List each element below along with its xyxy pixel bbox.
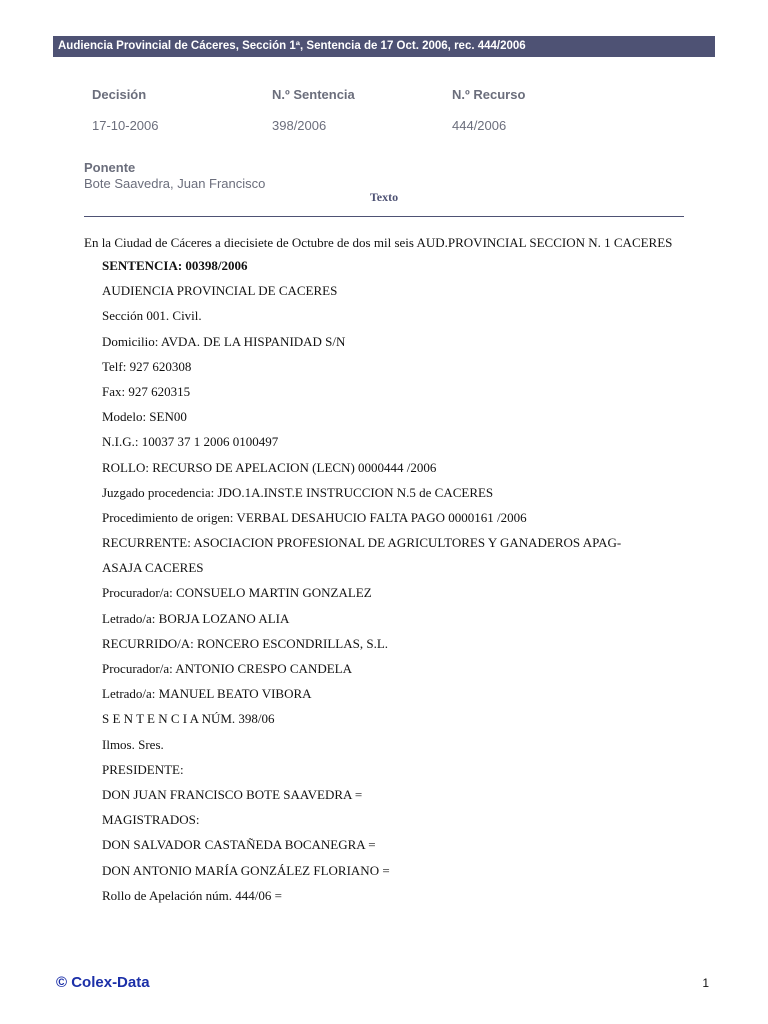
text-line: PRESIDENTE: [102,761,184,777]
intro-paragraph: En la Ciudad de Cáceres a diecisiete de Octubre de dos mil seis AUD.PROVINCIAL SECCION N. 1 CACERES [84,235,673,250]
recurso-number: 444/2006 [452,118,507,133]
text-line: Fax: 927 620315 [102,383,191,399]
texto-heading: Texto [369,190,399,204]
text-line: Domicilio: AVDA. DE LA HISPANIDAD S/N [102,333,346,349]
text-line: Ilmos. Sres. [102,736,164,752]
text-line: DON JUAN FRANCISCO BOTE SAAVEDRA = [102,786,363,802]
text-line: ROLLO: RECURSO DE APELACION (LECN) 0000444 /2006 [102,459,437,475]
text-line: RECURRIDO/A: RONCERO ESCONDRILLAS, S.L. [102,635,389,651]
decision-label: Decisión [92,87,147,102]
page-number: 1 [702,976,709,990]
colex-data-brand: © Colex-Data [56,974,150,991]
text-line: Letrado/a: MANUEL BEATO VIBORA [102,686,312,702]
section-divider [84,216,684,217]
ponente-name: Bote Saavedra, Juan Francisco [84,176,266,191]
ruling-lines [84,253,684,908]
text-line: Sección 001. Civil. [102,308,202,324]
text-line: DON ANTONIO MARÍA GONZÁLEZ FLORIANO = [102,862,390,878]
text-line: ASAJA CACERES [102,560,204,576]
text-line: Modelo: SEN00 [102,409,187,425]
text-line: Telf: 927 620308 [102,358,192,374]
text-line: Rollo de Apelación núm. 444/06 = [102,887,282,903]
text-line: AUDIENCIA PROVINCIAL DE CACERES [102,283,338,299]
ruling-body [84,235,684,908]
sentencia-number: 398/2006 [272,118,327,133]
text-line: Procurador/a: ANTONIO CRESPO CANDELA [102,661,352,676]
text-line: S E N T E N C I A NÚM. 398/06 [102,711,275,727]
recurso-number-label: N.º Recurso [452,87,526,102]
text-line: Juzgado procedencia: JDO.1A.INST.E INSTRUCCION N.5 de CACERES [102,484,494,500]
text-line: RECURRENTE: ASOCIACION PROFESIONAL DE AGRICULTORES Y GANADEROS APAG- [102,535,622,551]
document-title-bar: Audiencia Provincial de Cáceres, Sección 1ª, Sentencia de 17 Oct. 2006, rec. 444/2006 [53,36,715,57]
text-line: Procurador/a: CONSUELO MARTIN GONZALEZ [102,585,372,601]
text-line: SENTENCIA: 00398/2006 [102,258,248,273]
text-line: Letrado/a: BORJA LOZANO ALIA [102,610,290,626]
text-line: Procedimiento de origen: VERBAL DESAHUCIO FALTA PAGO 0000161 /2006 [102,509,527,525]
decision-date: 17-10-2006 [92,118,159,133]
sentencia-number-label: N.º Sentencia [272,87,355,102]
text-line: N.I.G.: 10037 37 1 2006 0100497 [102,434,279,450]
ponente-label: Ponente [84,160,136,175]
text-line: DON SALVADOR CASTAÑEDA BOCANEGRA = [102,837,376,853]
text-line: MAGISTRADOS: [102,812,200,828]
